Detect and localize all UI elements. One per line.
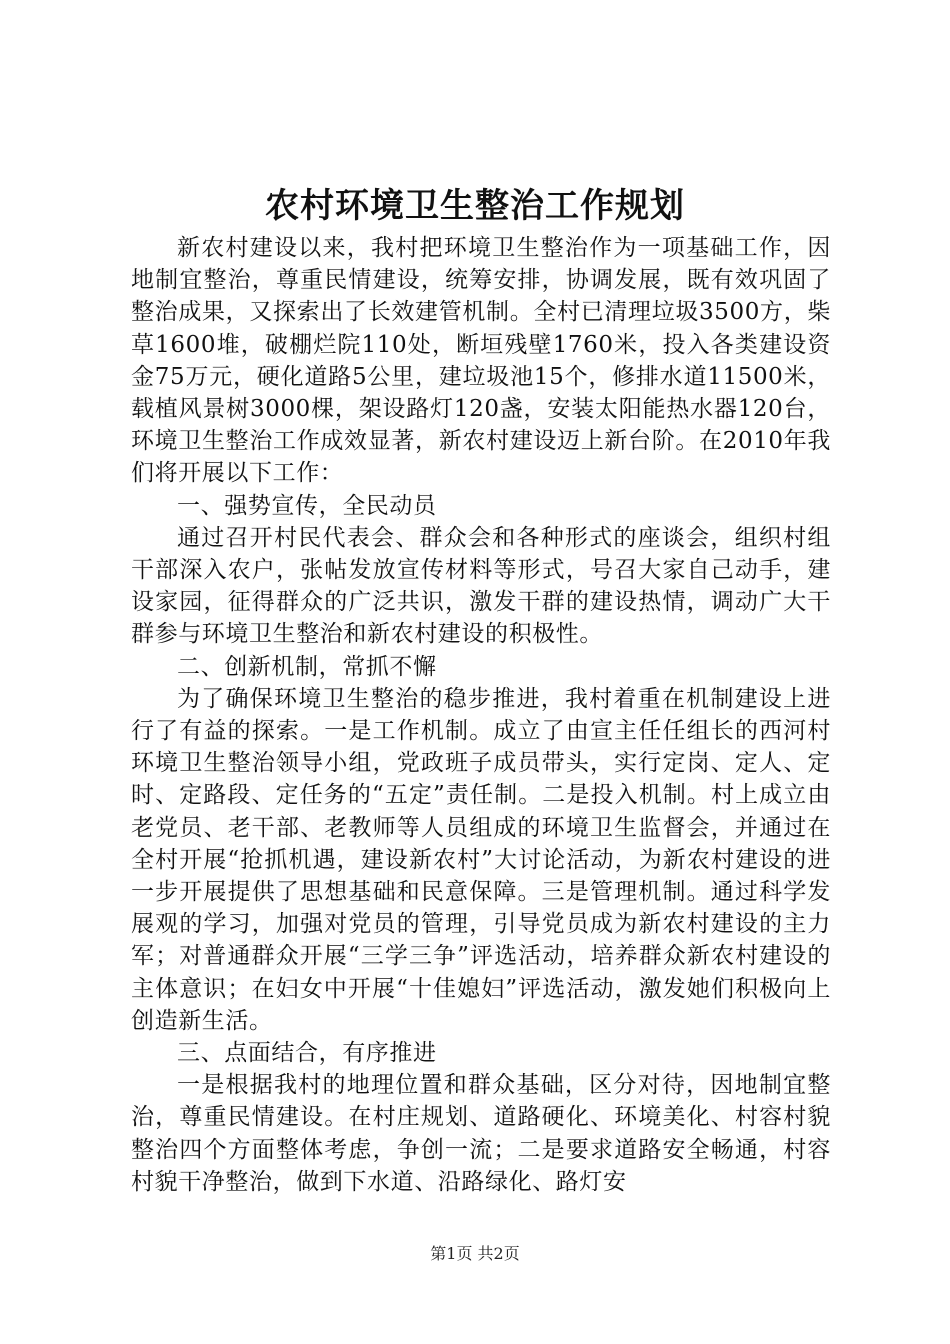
- section-paragraph-2: 为了确保环境卫生整治的稳步推进，我村着重在机制建设上进行了有益的探索。一是工作机制。成立了由宣主任任组长的西河村环境卫生整治领导小组，党政班子成员带头，实行定岗、定人、定时、定路段、定任务的“五定”责任制。二是投入机制。村上成立由老党员、老干部、老教师等人员组成的环境卫生监督会，并通过在全村开展“抢抓机遇，建设新农村”大讨论活动，为新农村建设的进一步开展提供了思想基础和民意保障。三是管理机制。通过科学发展观的学习，加强对党员的管理，引导党员成为新农村建设的主力军；对普通群众开展“三学三争”评选活动，培养群众新农村建设的主体意识；在妇女中开展“十佳媳妇”评选活动，激发她们积极向上创造新生活。: [131, 685, 831, 1034]
- document-title: 农村环境卫生整治工作规划: [265, 186, 685, 226]
- section-paragraph-1: 通过召开村民代表会、群众会和各种形式的座谈会，组织村组干部深入农户，张帖发放宣传材料等形式，号召大家自己动手，建设家园，征得群众的广泛共识，激发干群的建设热情，调动广大干群参与环境卫生整治和新农村建设的积极性。: [131, 524, 831, 648]
- section-heading-1: 一、强势宣传，全民动员: [177, 492, 437, 519]
- intro-paragraph: 新农村建设以来，我村把环境卫生整治作为一项基础工作，因地制宜整治，尊重民情建设，统筹安排，协调发展，既有效巩固了整治成果，又探索出了长效建管机制。全村已清理垃圾3500方，柴草1600堆，破棚烂院110处，断垣残壁1760米，投入各类建设资金75万元，硬化道路5公里，建垃圾池15个，修排水道11500米，载植风景树3000棵，架设路灯120盏，安装太阳能热水器120台，环境卫生整治工作成效显著，新农村建设迈上新台阶。在2010年我们将开展以下工作：: [131, 235, 831, 487]
- section-heading-3: 三、点面结合，有序推进: [177, 1040, 437, 1067]
- document-body: [131, 232, 831, 1198]
- section-paragraph-3: 一是根据我村的地理位置和群众基础，区分对待，因地制宜整治，尊重民情建设。在村庄规划、道路硬化、环境美化、村容村貌整治四个方面整体考虑，争创一流；二是要求道路安全畅通，村容村貌干净整治，做到下水道、沿路绿化、路灯安: [131, 1072, 831, 1195]
- section-heading-2: 二、创新机制，常抓不懈: [177, 653, 437, 680]
- page-number-footer: 第1页 共2页: [430, 1244, 520, 1263]
